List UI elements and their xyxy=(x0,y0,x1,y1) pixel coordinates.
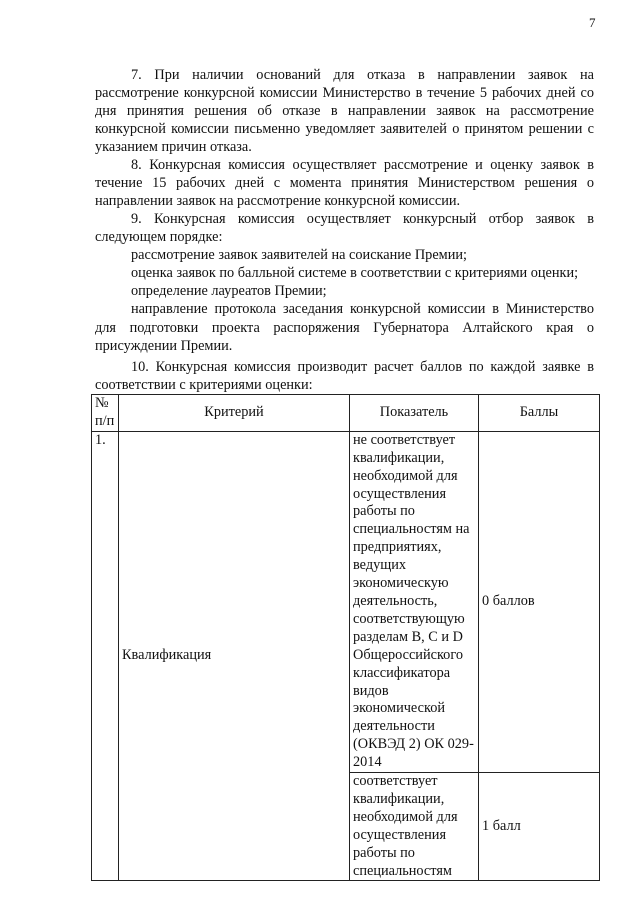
header-number: № п/п xyxy=(92,395,119,432)
row-criterion: Квалификация xyxy=(119,431,350,881)
row-indicator: соответствует квалификации, необходимой для осуществления работы по специальностям xyxy=(350,773,479,881)
criteria-table xyxy=(91,394,600,881)
clause-9-item-1: рассмотрение заявок заявителей на соискание Премии; xyxy=(131,247,467,264)
header-indicator: Показатель xyxy=(350,395,479,432)
row-score: 0 баллов xyxy=(479,431,600,772)
clause-9-item-4: направление протокола заседания конкурсной комиссии в Министерство для подготовки проекта распоряжения Губернатора Алтайского края о присуждении Премии. xyxy=(95,301,594,354)
clause-8 xyxy=(95,156,594,210)
clause-9-item-3: определение лауреатов Премии; xyxy=(131,283,327,300)
clause-8-text: 8. Конкурсная комиссия осуществляет рассмотрение и оценку заявок в течение 15 рабочих дней с момента принятия Министерством решения о направлении заявок на рассмотрение конкурсной комиссии. xyxy=(95,157,594,210)
header-score: Баллы xyxy=(479,395,600,432)
clause-10 xyxy=(95,358,594,394)
row-score: 1 балл xyxy=(479,773,600,881)
row-indicator: не соответствует квалификации, необходимой для осуществления работы по специальностям на предприятиях, ведущих экономическую деятельность, соответствующую разделам B, C и D Общероссийского классификатора видов экономической деятельности (ОКВЭД 2) ОК 029-2014 xyxy=(350,431,479,772)
clause-10-text: 10. Конкурсная комиссия производит расчет баллов по каждой заявке в соответствии с критериями оценки: xyxy=(95,359,594,394)
table-row xyxy=(92,431,600,772)
clause-7-text: 7. При наличии оснований для отказа в направлении заявок на рассмотрение конкурсной комиссии Министерство в течение 5 рабочих дней со дня принятия решения об отказе в направлении заявок на рассмотрение конкурсной комиссии письменно уведомляет заявителей о принятом решении с указанием причин отказа. xyxy=(95,67,594,156)
clause-9-text: 9. Конкурсная комиссия осуществляет конкурсный отбор заявок в следующем порядке: xyxy=(95,211,594,246)
clause-9-item-2: оценка заявок по балльной системе в соответствии с критериями оценки; xyxy=(131,265,579,282)
clause-9 xyxy=(95,210,594,355)
clause-7 xyxy=(95,66,594,156)
row-number: 1. xyxy=(92,431,119,881)
header-criterion: Критерий xyxy=(119,395,350,432)
table-header-row xyxy=(92,395,600,432)
page-number: 7 xyxy=(589,15,596,30)
